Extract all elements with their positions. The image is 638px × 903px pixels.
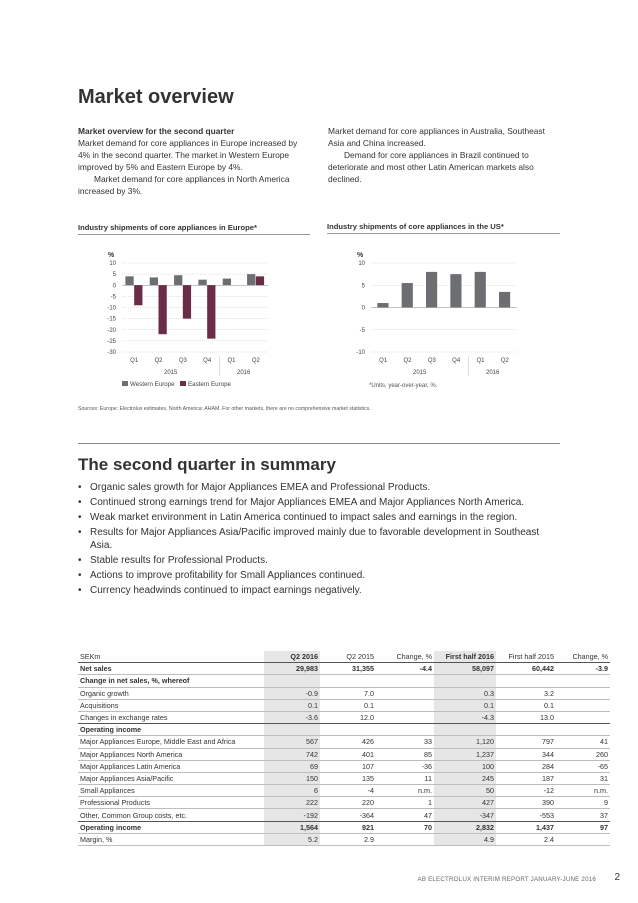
legend-swatch [122,381,128,386]
chart-bar [499,292,510,308]
table-cell: -65 [556,760,610,772]
chart-label-europe: Industry shipments of core appliances in Europe* [78,223,257,232]
table-cell: 1 [376,797,434,809]
table-row [78,724,610,736]
table-header-cell: First half 2015 [496,651,556,663]
chart-bar [198,280,206,286]
x-tick-label: Q2 [403,358,412,364]
table-cell: 0.1 [434,699,496,711]
table-cell: Major Appliances North America [78,748,264,760]
divider [78,234,310,235]
y-tick-label: 10 [109,261,116,267]
table-cell [496,675,556,687]
legend-label: Eastern Europe [188,381,231,388]
table-cell: 135 [320,772,376,784]
y-tick-label: 5 [361,283,365,290]
table-header-cell: Q2 2015 [320,651,376,663]
table-cell: n.m. [556,785,610,797]
table-header-cell: Change, % [556,651,610,663]
table-header-cell: SEKm [78,651,264,663]
y-tick-label: -15 [107,316,116,323]
table-cell: 344 [496,748,556,760]
list-item: • Stable results for Professional Products. [78,554,548,567]
table-cell: 0.1 [496,699,556,711]
market-paragraph: Market demand for core appliances in North America increased by 3%. [78,174,290,196]
chart-bar [207,285,215,338]
divider [78,443,560,444]
table-row [78,797,610,809]
table-cell [556,699,610,711]
table-cell: 1,237 [434,748,496,760]
table-row [78,748,610,760]
table-cell: -4.4 [376,663,434,675]
list-item: • Continued strong earnings trend for Major Appliances EMEA and Major Appliances North America. [78,496,548,509]
y-tick-label: 5 [112,272,116,279]
y-tick-label: 0 [361,305,365,312]
table-cell: Small Appliances [78,785,264,797]
table-cell: 220 [320,797,376,809]
table-cell: 150 [264,772,320,784]
table-cell: Margin, % [78,833,264,845]
table-cell: 31,355 [320,663,376,675]
list-item: • Results for Major Appliances Asia/Pacific improved mainly due to favorable development in Southeast Asia. [78,526,548,553]
table-cell: Major Appliances Asia/Pacific [78,772,264,784]
list-item: • Organic sales growth for Major Appliances EMEA and Professional Products. [78,481,548,494]
x-tick-label: Q1 [379,358,388,364]
table-cell: -4 [320,785,376,797]
table-cell: Operating income [78,724,264,736]
table-row [78,736,610,748]
x-tick-label: Q2 [251,358,260,364]
table-cell [376,724,434,736]
table-cell: 797 [496,736,556,748]
market-paragraph: Market demand for core appliances in Europe increased by 4% in the second quarter. The market in Western Europe improved by 5% and Eastern Europe by 4%. [78,138,298,172]
table-cell: 0.1 [264,699,320,711]
table-cell: 222 [264,797,320,809]
table-row [78,772,610,784]
table-cell: 60,442 [496,663,556,675]
chart-bar [150,277,158,285]
market-right-column [328,125,560,185]
table-cell: 69 [264,760,320,772]
x-tick-label: Q2 [154,358,163,364]
table-cell [264,724,320,736]
year-label: 2016 [485,370,500,376]
y-tick-label: -5 [110,294,116,301]
table-cell: 567 [264,736,320,748]
table-cell: -192 [264,809,320,821]
chart-bar [475,272,486,308]
chart-bar [377,303,388,307]
table-cell: Changes in exchange rates [78,711,264,723]
table-cell: 58,097 [434,663,496,675]
y-tick-label: -10 [356,350,365,356]
table-row [78,699,610,711]
table-cell [376,687,434,699]
table-cell: 187 [496,772,556,784]
table-cell [320,724,376,736]
table-cell: 29,983 [264,663,320,675]
table-cell: 33 [376,736,434,748]
table-row [78,663,610,675]
table-cell: 47 [376,809,434,821]
table-cell: 85 [376,748,434,760]
table-cell [376,711,434,723]
y-axis-label: % [108,252,115,259]
table-cell: -3.6 [264,711,320,723]
legend-swatch [180,381,186,386]
table-cell: Other, Common Group costs, etc. [78,809,264,821]
table-row [78,809,610,821]
table-row [78,687,610,699]
table-cell: 426 [320,736,376,748]
table-cell: 427 [434,797,496,809]
table-cell: 107 [320,760,376,772]
table-row [78,675,610,687]
table-cell: 2.9 [320,833,376,845]
x-tick-label: Q2 [500,358,509,364]
footer-report-title: AB ELECTROLUX INTERIM REPORT JANUARY-JUNE 2016 [417,876,596,883]
chart-bar [256,276,264,285]
table-cell: 1,120 [434,736,496,748]
table-cell: Acquisitions [78,699,264,711]
market-paragraph: Market demand for core appliances in Australia, Southeast Asia and China increased. [328,126,545,148]
table-cell: 3.2 [496,687,556,699]
table-row [78,711,610,723]
y-tick-label: 10 [358,261,365,267]
table-cell: 284 [496,760,556,772]
chart-bar [450,274,461,307]
page-number: 2 [614,872,620,883]
list-item: • Weak market environment in Latin America continued to impact sales and earnings in the region. [78,511,548,524]
table-cell: 921 [320,821,376,833]
y-tick-label: -5 [359,327,365,334]
table-cell: 260 [556,748,610,760]
table-cell: 1,437 [496,821,556,833]
summary-bullet-list [78,481,548,599]
list-item: • Currency headwinds continued to impact earnings negatively. [78,584,548,597]
year-label: 2016 [236,370,251,376]
table-cell: 11 [376,772,434,784]
table-cell [264,675,320,687]
table-cell: 37 [556,809,610,821]
year-label: 2015 [412,370,427,376]
divider [327,233,560,234]
table-cell: n.m. [376,785,434,797]
year-label: 2015 [163,370,178,376]
chart-footnote: *Units, year-over-year, %. [369,383,438,389]
table-cell [556,711,610,723]
x-tick-label: Q1 [227,358,236,364]
table-cell: 12.0 [320,711,376,723]
table-cell: Operating income [78,821,264,833]
table-cell: 0.1 [320,699,376,711]
table-cell: 9 [556,797,610,809]
chart-bar [426,272,437,308]
chart-bar [247,274,255,285]
table-cell: -3.9 [556,663,610,675]
table-cell: Professional Products [78,797,264,809]
chart-bar [125,276,133,285]
table-row [78,760,610,772]
table-header-row [78,651,610,663]
table-cell [376,675,434,687]
table-cell: 390 [496,797,556,809]
table-cell: 50 [434,785,496,797]
table-cell: 70 [376,821,434,833]
table-header-cell: First half 2016 [434,651,496,663]
europe-shipments-chart [78,240,310,400]
us-shipments-chart [327,240,560,400]
legend-label: Western Europe [130,381,175,388]
table-cell [556,724,610,736]
table-cell [496,724,556,736]
table-cell [556,675,610,687]
x-tick-label: Q4 [452,358,461,364]
market-subheading: Market overview for the second quarter [78,126,235,136]
table-row [78,821,610,833]
table-cell [556,833,610,845]
table-cell [376,699,434,711]
x-tick-label: Q4 [203,358,212,364]
table-header-cell: Q2 2016 [264,651,320,663]
table-cell: 2,832 [434,821,496,833]
section-title-summary: The second quarter in summary [78,455,336,474]
x-tick-label: Q1 [476,358,485,364]
x-tick-label: Q1 [130,358,139,364]
financial-summary-table [78,651,610,846]
table-cell: Net sales [78,663,264,675]
chart-bar [183,285,191,318]
table-cell: 31 [556,772,610,784]
y-tick-label: -25 [107,338,116,345]
y-tick-label: 0 [112,283,116,290]
chart-bar [174,275,182,285]
table-cell: -347 [434,809,496,821]
table-cell: 7.0 [320,687,376,699]
chart-bar [402,283,413,307]
table-cell: Major Appliances Europe, Middle East and Africa [78,736,264,748]
table-cell [434,724,496,736]
table-cell: -4.3 [434,711,496,723]
table-header-cell: Change, % [376,651,434,663]
table-cell: -553 [496,809,556,821]
chart-bar [223,279,231,286]
chart-bar [159,285,167,334]
table-cell [556,687,610,699]
chart-bar [134,285,142,305]
table-cell [320,675,376,687]
table-cell: -0.9 [264,687,320,699]
table-cell: -12 [496,785,556,797]
table-cell: -36 [376,760,434,772]
table-cell: 401 [320,748,376,760]
sources-note: Sources: Europe: Electrolux estimates, North America: AHAM. For other markets, there are no comprehensive market statistics. [78,406,371,412]
market-paragraph: Demand for core appliances in Brazil continued to deteriorate and most other Latin American markets also declined. [328,150,534,184]
y-axis-label: % [357,252,364,259]
table-cell: Major Appliances Latin America [78,760,264,772]
y-tick-label: -30 [107,350,116,356]
y-tick-label: -20 [107,327,116,334]
table-cell: 41 [556,736,610,748]
list-item: • Actions to improve profitability for Small Appliances continued. [78,569,548,582]
table-cell: 0.3 [434,687,496,699]
table-cell [434,675,496,687]
table-cell: 5.2 [264,833,320,845]
table-cell: Change in net sales, %, whereof [78,675,264,687]
y-tick-label: -10 [107,305,116,312]
table-cell: 2.4 [496,833,556,845]
table-cell: 100 [434,760,496,772]
market-left-column [78,125,310,197]
table-cell: 4.9 [434,833,496,845]
table-cell: Organic growth [78,687,264,699]
table-cell: 742 [264,748,320,760]
table-cell: 1,564 [264,821,320,833]
table-cell: 97 [556,821,610,833]
table-cell: 245 [434,772,496,784]
x-tick-label: Q3 [178,358,187,364]
table-cell: -364 [320,809,376,821]
table-cell: 13.0 [496,711,556,723]
table-row [78,785,610,797]
table-cell: 6 [264,785,320,797]
table-row [78,833,610,845]
x-tick-label: Q3 [427,358,436,364]
table-cell [376,833,434,845]
chart-label-us: Industry shipments of core appliances in the US* [327,222,504,231]
section-title-market-overview: Market overview [78,86,234,108]
